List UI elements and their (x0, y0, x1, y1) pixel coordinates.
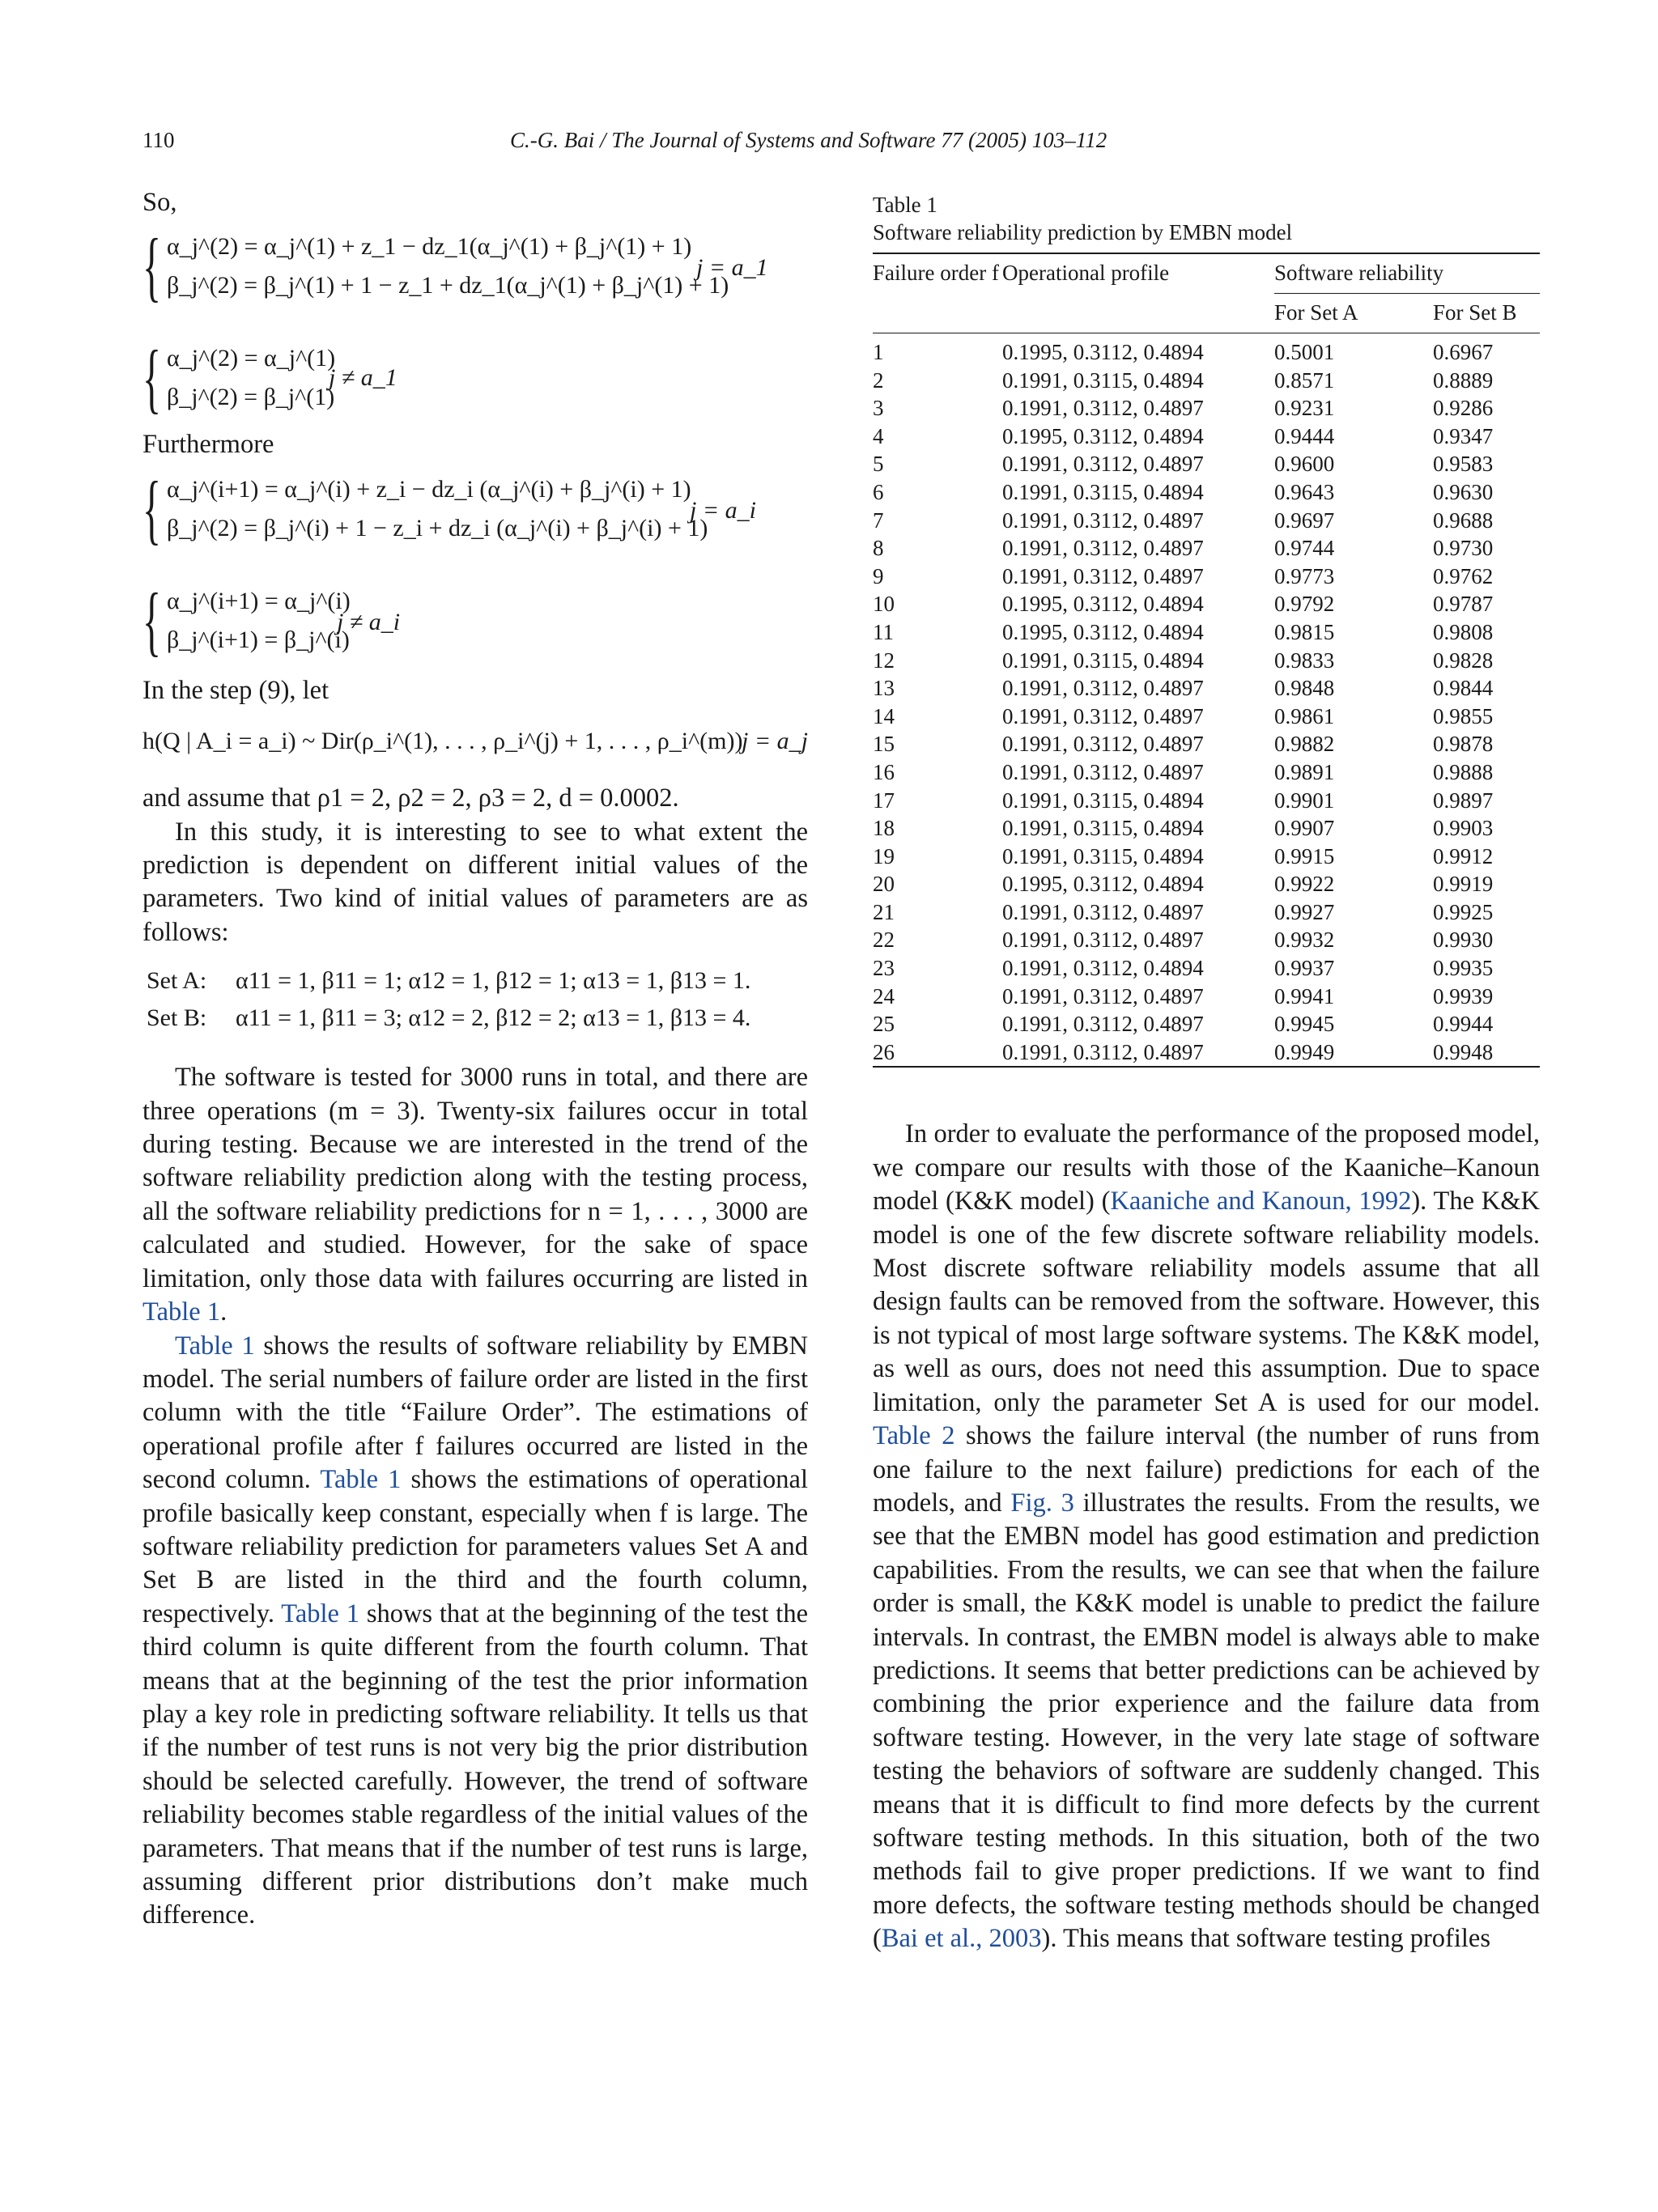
cell-set-b: 0.8889 (1433, 367, 1494, 393)
right-text-d: illustrates the results. From the results, we see that the EMBN model has good estimation and prediction capabilities. From the results, we can see that when the failure order is small, the K&K model is unable to predict the failure intervals. In contrast, the EMBN model is always able to make predictions. It seems that better predictions can be achieved by combining the prior experience and the failure data from software testing. However, in the very late stage of software testing the behaviors of software are suddenly changed. This means that it is difficult to find more defects by the current software testing methods. In this situation, both of the two methods fail to give proper predictions. If we want to find more defects, the software testing methods should be changed ( (873, 1488, 1540, 1954)
right-text-b: ). The K&K model is one of the few discrete software reliability models. Most discrete software reliability models assume that all design faults can be removed from the software. However, this is not typical of most large software systems. The K&K model, as well as ours, does not need this assumption. Due to space limitation, only the parameter Set A is used for our model. (873, 1187, 1540, 1417)
paragraph-3-text-a: shows the results of software reliability by EMBN model. The serial numbers of failure order are listed in the first column with the title “Failure Order”. The estimations of operational profile after f failures occurred are listed in the second column. (142, 1331, 808, 1495)
step-intro: In the step (9), let (142, 675, 329, 705)
cell-operational-profile: 0.1995, 0.3112, 0.4894 (1002, 340, 1204, 364)
table-row (873, 618, 1540, 647)
cell-operational-profile: 0.1991, 0.3112, 0.4897 (1002, 703, 1204, 728)
col-set-b: For Set B (1433, 294, 1540, 333)
table-row (873, 983, 1540, 1011)
left-column (142, 186, 808, 1933)
cell-operational-profile: 0.1991, 0.3112, 0.4897 (1002, 507, 1204, 533)
cell-set-b: 0.9688 (1433, 507, 1494, 533)
cell-set-b: 0.9878 (1433, 732, 1494, 757)
table-label: Table 1 (873, 193, 937, 217)
cell-operational-profile: 0.1991, 0.3115, 0.4894 (1002, 788, 1204, 813)
col-operational-profile-label: Operational profile (1002, 261, 1170, 285)
paragraph-3-text-c: shows that at the beginning of the test the third column is quite different from the fourth column. That means that at the beginning of the test the prior information play a key role in predicting software reliability. It tells us that if the number of test runs is not very big the prior distribution should be selected carefully. However, the trend of software reliability becomes stable regardless of the initial values of the parameters. That means that if the number of test runs is large, assuming different prior distributions don’t make much difference. (142, 1598, 808, 1930)
cell-set-a: 0.9915 (1274, 843, 1335, 868)
table-row (873, 730, 1540, 758)
cell-set-b: 0.9897 (1433, 788, 1494, 813)
eq2-line1: α_j^(2) = α_j^(1) (167, 345, 336, 372)
right-text-c: shows the failure interval (the number of runs from one failure to the next failure) predictions for each of the models, and (873, 1421, 1541, 1518)
cell-set-a: 0.9833 (1274, 647, 1335, 673)
set-a-values: α11 = 1, β11 = 1; α12 = 1, β12 = 1; α13 = 1, β13 = 1. (236, 967, 751, 995)
left-brace: { (142, 223, 162, 310)
cell-set-a: 0.9773 (1274, 563, 1335, 588)
table-row (873, 333, 1540, 367)
col-operational-profile (1002, 253, 1274, 333)
right-paragraph (873, 1118, 1540, 1955)
cell-set-a: 0.9444 (1274, 423, 1335, 448)
cell-set-b: 0.9855 (1433, 703, 1494, 728)
cell-set-a: 0.9932 (1274, 928, 1335, 953)
table-2-link[interactable]: Table 2 (873, 1421, 955, 1451)
table-row (873, 450, 1540, 478)
table-row (873, 898, 1540, 927)
table-row (873, 926, 1540, 954)
cell-failure-order: 2 (873, 367, 884, 393)
cell-failure-order: 26 (873, 1039, 895, 1064)
table-row (873, 367, 1540, 395)
cell-set-b: 0.9919 (1433, 872, 1494, 897)
eq3-line1: α_j^(i+1) = α_j^(i) + z_i − dz_i (α_j^(i) + β_j^(i) + 1) (167, 475, 691, 503)
cell-set-a: 0.9891 (1274, 759, 1335, 784)
cell-set-b: 0.9844 (1433, 676, 1494, 701)
fig-3-link[interactable]: Fig. 3 (1010, 1488, 1074, 1518)
cell-set-b: 0.9787 (1433, 592, 1494, 617)
paragraph-3 (142, 1330, 808, 1933)
cell-set-b: 0.9730 (1433, 536, 1494, 561)
cell-set-b: 0.9903 (1433, 816, 1494, 841)
running-header (0, 128, 1658, 160)
cell-operational-profile: 0.1991, 0.3115, 0.4894 (1002, 843, 1204, 868)
cell-failure-order: 24 (873, 983, 895, 1008)
cell-operational-profile: 0.1991, 0.3112, 0.4897 (1002, 983, 1204, 1008)
cell-set-a: 0.9949 (1274, 1039, 1335, 1064)
eq2-line2: β_j^(2) = β_j^(1) (167, 384, 335, 411)
cell-failure-order: 5 (873, 452, 884, 477)
cell-operational-profile: 0.1991, 0.3115, 0.4894 (1002, 367, 1204, 393)
cell-failure-order: 19 (873, 843, 895, 868)
page-number: 110 (142, 128, 175, 152)
cell-operational-profile: 0.1991, 0.3112, 0.4897 (1002, 452, 1204, 477)
set-b-label: Set B: (147, 1004, 207, 1032)
cell-set-a: 0.9815 (1274, 619, 1335, 644)
equation-3 (142, 465, 808, 552)
cell-set-a: 0.9643 (1274, 479, 1335, 504)
cell-set-b: 0.9925 (1433, 899, 1494, 924)
cell-failure-order: 18 (873, 816, 895, 841)
cell-set-b: 0.9808 (1433, 619, 1494, 644)
cell-set-b: 0.9762 (1433, 563, 1494, 588)
cell-set-b: 0.9939 (1433, 983, 1494, 1008)
table-row (873, 422, 1540, 451)
paragraph-1: In this study, it is interesting to see to what extent the prediction is dependent on different initial values of the parameters. Two kind of initial values of parameters are as follows: (142, 817, 808, 947)
eq5-body: h(Q | A_i = a_i) ~ Dir(ρ_i^(1), . . . , ρ_i^(j) + 1, . . . , ρ_i^(m)) (142, 728, 743, 755)
cell-set-a: 0.5001 (1274, 340, 1335, 364)
cell-operational-profile: 0.1991, 0.3112, 0.4897 (1002, 1012, 1204, 1037)
cell-set-a: 0.9792 (1274, 592, 1335, 617)
cell-failure-order: 14 (873, 703, 895, 728)
col-failure-order (873, 253, 1002, 333)
paragraph-3-text-b: shows the estimations of operational profile basically keep constant, especially when f is large. The software reliability prediction for parameters values Set A and Set B are listed in the third and the fourth column, respectively. (142, 1465, 808, 1628)
cell-operational-profile: 0.1991, 0.3112, 0.4897 (1002, 563, 1204, 588)
cell-set-a: 0.9600 (1274, 452, 1335, 477)
right-column (873, 191, 1540, 1956)
bai-citation-link[interactable]: Bai et al., 2003 (881, 1924, 1042, 1954)
cell-operational-profile: 0.1991, 0.3112, 0.4897 (1002, 759, 1204, 784)
cell-failure-order: 21 (873, 899, 895, 924)
parameter-sets (147, 962, 808, 1037)
cell-operational-profile: 0.1991, 0.3112, 0.4897 (1002, 1039, 1204, 1064)
cell-operational-profile: 0.1991, 0.3112, 0.4897 (1002, 928, 1204, 953)
eq3-line2: β_j^(2) = β_j^(i) + 1 − z_i + dz_i (α_j^(i) + β_j^(i) + 1) (167, 514, 708, 541)
left-brace: { (142, 465, 162, 552)
cell-set-b: 0.9630 (1433, 479, 1494, 504)
col-set-a: For Set A (1274, 294, 1433, 333)
cell-set-a: 0.9231 (1274, 396, 1335, 421)
table-row (873, 563, 1540, 591)
cell-operational-profile: 0.1991, 0.3115, 0.4894 (1002, 647, 1204, 673)
cell-operational-profile: 0.1991, 0.3112, 0.4894 (1002, 956, 1204, 981)
table-caption: Software reliability prediction by EMBN model (873, 220, 1293, 244)
cell-failure-order: 23 (873, 956, 895, 981)
cell-set-b: 0.9944 (1433, 1012, 1494, 1037)
eq4-line2: β_j^(i+1) = β_j^(i) (167, 626, 350, 653)
cell-operational-profile: 0.1995, 0.3112, 0.4894 (1002, 423, 1204, 448)
cell-operational-profile: 0.1991, 0.3112, 0.4897 (1002, 899, 1204, 924)
paragraph-2-end: . (220, 1297, 227, 1327)
table-1-link[interactable]: Table 1 (175, 1331, 255, 1361)
col-software-reliability-label: Software reliability (1274, 261, 1444, 285)
cell-set-a: 0.9861 (1274, 703, 1335, 728)
cell-failure-order: 20 (873, 872, 895, 897)
cell-operational-profile: 0.1991, 0.3112, 0.4897 (1002, 536, 1204, 561)
reliability-table (873, 253, 1540, 1068)
eq4-condition: j ≠ a_i (337, 608, 401, 635)
table-row (873, 674, 1540, 703)
kaaniche-citation-link[interactable]: Kaaniche and Kanoun, 1992 (1110, 1187, 1412, 1216)
journal-title: C.-G. Bai / The Journal of Systems and Software 77 (2005) 103–112 (510, 128, 1107, 152)
cell-failure-order: 7 (873, 507, 884, 533)
table-row (873, 870, 1540, 898)
cell-operational-profile: 0.1991, 0.3112, 0.4897 (1002, 396, 1204, 421)
equation-2 (142, 334, 808, 422)
paragraph-2 (142, 1061, 808, 1329)
cell-set-b: 0.9912 (1433, 843, 1494, 868)
table-row (873, 758, 1540, 787)
cell-set-a: 0.9901 (1274, 788, 1335, 813)
eq1-condition: j = a_1 (696, 254, 768, 282)
table-row (873, 814, 1540, 843)
eq2-condition: j ≠ a_1 (329, 364, 397, 392)
cell-set-b: 0.9828 (1433, 647, 1494, 673)
cell-failure-order: 25 (873, 1012, 895, 1037)
eq1-line2: β_j^(2) = β_j^(1) + 1 − z_1 + dz_1(α_j^(1) + β_j^(1) + 1) (167, 272, 729, 299)
cell-set-a: 0.9744 (1274, 536, 1335, 561)
cell-operational-profile: 0.1995, 0.3112, 0.4894 (1002, 619, 1204, 644)
table-row (873, 534, 1540, 563)
cell-set-a: 0.9922 (1274, 872, 1335, 897)
cell-set-a: 0.8571 (1274, 367, 1335, 393)
eq3-condition: j = a_i (690, 496, 756, 524)
cell-failure-order: 8 (873, 536, 884, 561)
paragraph-2-text: The software is tested for 3000 runs in total, and there are three operations (m = 3). Twenty-six failures occur in total during testing. Because we are interested in the trend of the software reliability prediction along with the testing process, all the software reliability predictions for n = 1, . . . , 3000 are calculated and studied. However, for the sake of space limitation, only those data with failures occurring are listed in (142, 1063, 808, 1293)
equation-4 (142, 576, 808, 664)
eq4-line1: α_j^(i+1) = α_j^(i) (167, 587, 351, 614)
table-row (873, 1038, 1540, 1068)
cell-set-a: 0.9882 (1274, 732, 1335, 757)
table-row (873, 394, 1540, 422)
table-row (873, 647, 1540, 675)
set-b-values: α11 = 1, β11 = 3; α12 = 2, β12 = 2; α13 = 1, β13 = 4. (236, 1004, 751, 1032)
equation-1 (142, 223, 808, 310)
cell-set-b: 0.9583 (1433, 452, 1494, 477)
cell-failure-order: 10 (873, 592, 895, 617)
cell-failure-order: 22 (873, 928, 895, 953)
set-a-label: Set A: (147, 967, 207, 995)
cell-failure-order: 4 (873, 423, 884, 448)
col-failure-order-label: Failure order f (873, 261, 999, 285)
cell-set-b: 0.6967 (1433, 340, 1494, 364)
table-1-link[interactable]: Table 1 (281, 1598, 360, 1628)
left-brace: { (142, 334, 162, 422)
cell-set-a: 0.9941 (1274, 983, 1335, 1008)
equation-5 (142, 719, 808, 767)
cell-set-a: 0.9848 (1274, 676, 1335, 701)
table-row (873, 954, 1540, 983)
table-1-link[interactable]: Table 1 (142, 1297, 221, 1327)
cell-set-a: 0.9945 (1274, 1012, 1335, 1037)
cell-failure-order: 9 (873, 563, 884, 588)
right-text-a: In order to evaluate the performance of the proposed model, we compare our results with those of the Kaaniche–Kanoun model (K&K model) ( (873, 1119, 1540, 1216)
cell-set-a: 0.9907 (1274, 816, 1335, 841)
left-brace: { (142, 576, 162, 664)
cell-operational-profile: 0.1995, 0.3112, 0.4894 (1002, 872, 1204, 897)
cell-failure-order: 6 (873, 479, 884, 504)
cell-failure-order: 16 (873, 759, 895, 784)
right-text-e: ). This means that software testing profiles (1041, 1924, 1490, 1954)
cell-operational-profile: 0.1991, 0.3115, 0.4894 (1002, 816, 1204, 841)
cell-set-b: 0.9347 (1433, 423, 1494, 448)
cell-failure-order: 1 (873, 340, 884, 364)
eq1-line1: α_j^(2) = α_j^(1) + z_1 − dz_1(α_j^(1) + β_j^(1) + 1) (167, 233, 692, 261)
assume-text: and assume that ρ1 = 2, ρ2 = 2, ρ3 = 2, d = 0.0002. (142, 783, 679, 813)
cell-set-a: 0.9927 (1274, 899, 1335, 924)
table-row (873, 590, 1540, 618)
cell-set-b: 0.9935 (1433, 956, 1494, 981)
cell-operational-profile: 0.1995, 0.3112, 0.4894 (1002, 592, 1204, 617)
table-row (873, 703, 1540, 731)
cell-set-a: 0.9937 (1274, 956, 1335, 981)
cell-failure-order: 12 (873, 647, 895, 673)
table-row (873, 843, 1540, 871)
table-row (873, 1010, 1540, 1038)
cell-set-b: 0.9930 (1433, 928, 1494, 953)
cell-failure-order: 11 (873, 619, 894, 644)
set-b-row (147, 1000, 808, 1037)
cell-failure-order: 15 (873, 732, 895, 757)
eq5-condition: j = a_j (742, 728, 808, 755)
cell-operational-profile: 0.1991, 0.3115, 0.4894 (1002, 479, 1204, 504)
cell-set-a: 0.9697 (1274, 507, 1335, 533)
cell-operational-profile: 0.1991, 0.3112, 0.4897 (1002, 732, 1204, 757)
table-1-link[interactable]: Table 1 (320, 1465, 402, 1495)
table-body (873, 333, 1540, 1068)
cell-set-b: 0.9888 (1433, 759, 1494, 784)
table-row (873, 507, 1540, 535)
table-row (873, 787, 1540, 815)
cell-failure-order: 3 (873, 396, 884, 421)
cell-failure-order: 17 (873, 788, 895, 813)
set-a-row (147, 962, 808, 1000)
table-row (873, 478, 1540, 507)
cell-failure-order: 13 (873, 676, 895, 701)
furthermore-text: Furthermore (142, 430, 274, 460)
so-text: So, (142, 188, 177, 217)
cell-set-b: 0.9948 (1433, 1039, 1494, 1064)
cell-set-b: 0.9286 (1433, 396, 1494, 421)
cell-operational-profile: 0.1991, 0.3112, 0.4897 (1002, 676, 1204, 701)
col-software-reliability (1274, 253, 1540, 294)
